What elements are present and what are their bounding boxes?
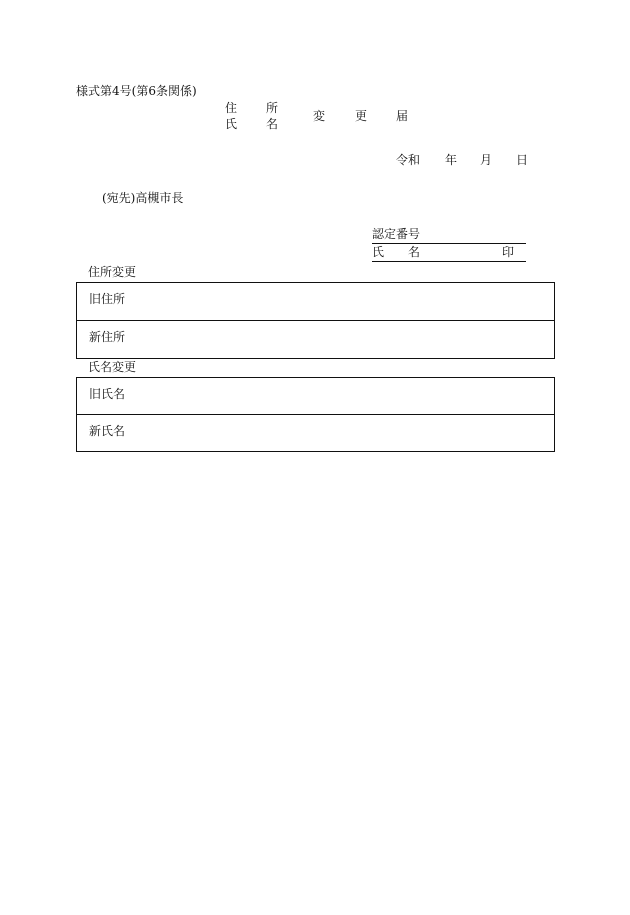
old-name-row[interactable]	[77, 378, 554, 415]
title-char-shi: 氏	[225, 117, 238, 131]
new-name-label: 新氏名	[89, 424, 126, 438]
date-day: 日	[516, 153, 529, 167]
date-month: 月	[480, 153, 493, 167]
name-change-title: 氏名変更	[88, 360, 137, 374]
address-change-table	[76, 282, 555, 359]
old-address-row[interactable]	[77, 283, 554, 321]
form-number: 様式第4号(第6条関係)	[76, 84, 197, 98]
applicant-name-field[interactable]	[372, 245, 526, 262]
certification-number-field[interactable]	[372, 227, 526, 244]
applicant-name-label-1: 氏	[372, 245, 385, 259]
address-change-title: 住所変更	[88, 265, 137, 279]
addressee: (宛先)高槻市長	[102, 191, 184, 205]
old-address-label: 旧住所	[89, 292, 126, 306]
new-name-row[interactable]	[77, 415, 554, 452]
title-char-todoke: 届	[396, 109, 409, 123]
seal-label: 印	[502, 245, 515, 259]
name-change-table	[76, 377, 555, 452]
title-char-mei: 名	[266, 117, 279, 131]
new-address-label: 新住所	[89, 330, 126, 344]
applicant-name-label-2: 名	[408, 245, 421, 259]
certification-number-label: 認定番号	[372, 227, 421, 241]
title-char-jyu: 住	[225, 101, 238, 115]
title-char-hen: 変	[313, 109, 326, 123]
old-name-label: 旧氏名	[89, 387, 126, 401]
date-year: 年	[445, 153, 458, 167]
title-char-sho: 所	[266, 101, 279, 115]
date-era: 令和	[396, 153, 421, 167]
new-address-row[interactable]	[77, 321, 554, 358]
title-char-kou: 更	[355, 109, 368, 123]
